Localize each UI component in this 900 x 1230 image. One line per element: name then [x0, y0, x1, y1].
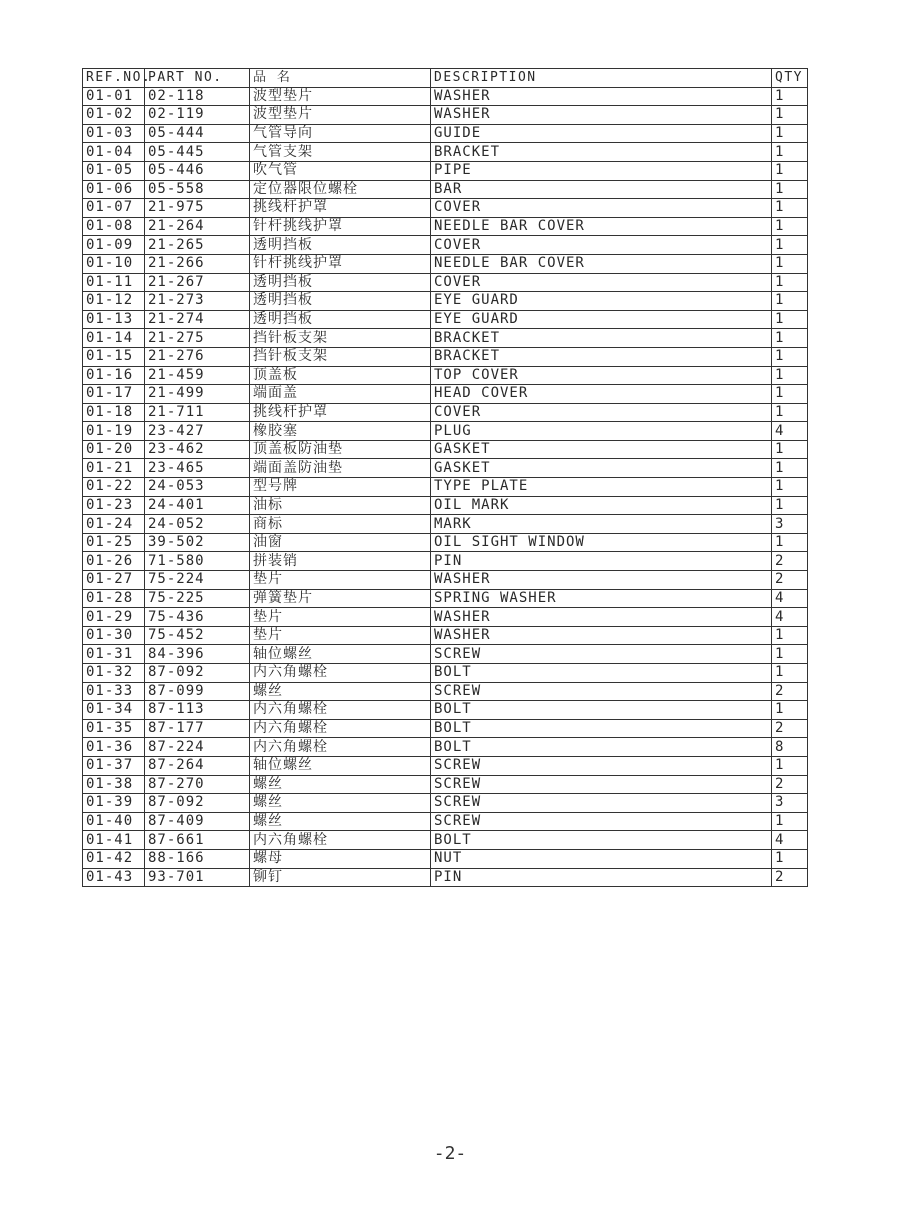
ref-no-cell: 01-27 — [83, 571, 145, 590]
part-name-cn-cell: 螺丝 — [250, 794, 431, 813]
part-no-cell: 21-499 — [145, 385, 250, 404]
qty-cell: 1 — [772, 143, 808, 162]
description-cell: BOLT — [431, 738, 772, 757]
description-cell: BAR — [431, 180, 772, 199]
ref-no-cell: 01-31 — [83, 645, 145, 664]
description-cell: TOP COVER — [431, 366, 772, 385]
ref-no-cell: 01-01 — [83, 87, 145, 106]
description-cell: BRACKET — [431, 347, 772, 366]
part-name-cn-cell: 透明挡板 — [250, 273, 431, 292]
part-name-cn-cell: 拼装销 — [250, 552, 431, 571]
description-cell: WASHER — [431, 87, 772, 106]
ref-no-cell: 01-07 — [83, 199, 145, 218]
description-cell: OIL SIGHT WINDOW — [431, 533, 772, 552]
ref-no-cell: 01-36 — [83, 738, 145, 757]
description-cell: BRACKET — [431, 329, 772, 348]
ref-no-cell: 01-15 — [83, 347, 145, 366]
part-name-cn-cell: 橡胶塞 — [250, 422, 431, 441]
ref-no-cell: 01-42 — [83, 849, 145, 868]
qty-cell: 1 — [772, 533, 808, 552]
description-cell: WASHER — [431, 571, 772, 590]
description-cell: PLUG — [431, 422, 772, 441]
part-no-cell: 87-270 — [145, 775, 250, 794]
part-no-cell: 24-053 — [145, 478, 250, 497]
description-cell: SCREW — [431, 794, 772, 813]
description-cell: BOLT — [431, 701, 772, 720]
qty-cell: 1 — [772, 812, 808, 831]
qty-cell: 2 — [772, 552, 808, 571]
parts-list-table — [82, 68, 808, 887]
ref-no-cell: 01-26 — [83, 552, 145, 571]
description-cell: NEEDLE BAR COVER — [431, 254, 772, 273]
part-name-cn-cell: 气管导向 — [250, 124, 431, 143]
description-cell: WASHER — [431, 626, 772, 645]
part-name-cn-cell: 波型垫片 — [250, 87, 431, 106]
ref-no-cell: 01-24 — [83, 515, 145, 534]
ref-no-cell: 01-43 — [83, 868, 145, 887]
table-row — [83, 403, 808, 422]
part-no-cell: 21-267 — [145, 273, 250, 292]
description-cell: GASKET — [431, 459, 772, 478]
header-name-cn: 品 名 — [250, 69, 431, 88]
part-no-cell: 21-975 — [145, 199, 250, 218]
table-row — [83, 626, 808, 645]
ref-no-cell: 01-02 — [83, 106, 145, 125]
part-name-cn-cell: 针杆挑线护罩 — [250, 217, 431, 236]
table-row — [83, 385, 808, 404]
table-header-row — [83, 69, 808, 88]
part-no-cell: 21-264 — [145, 217, 250, 236]
part-name-cn-cell: 型号牌 — [250, 478, 431, 497]
ref-no-cell: 01-41 — [83, 831, 145, 850]
part-no-cell: 21-274 — [145, 310, 250, 329]
description-cell: SPRING WASHER — [431, 589, 772, 608]
header-ref-no: REF.NO. — [83, 69, 145, 88]
table-row — [83, 459, 808, 478]
ref-no-cell: 01-14 — [83, 329, 145, 348]
description-cell: WASHER — [431, 106, 772, 125]
part-no-cell: 02-119 — [145, 106, 250, 125]
ref-no-cell: 01-13 — [83, 310, 145, 329]
ref-no-cell: 01-09 — [83, 236, 145, 255]
part-no-cell: 71-580 — [145, 552, 250, 571]
qty-cell: 1 — [772, 459, 808, 478]
description-cell: COVER — [431, 403, 772, 422]
description-cell: PIN — [431, 552, 772, 571]
ref-no-cell: 01-11 — [83, 273, 145, 292]
part-no-cell: 21-266 — [145, 254, 250, 273]
part-no-cell: 87-264 — [145, 756, 250, 775]
description-cell: SCREW — [431, 812, 772, 831]
description-cell: SCREW — [431, 756, 772, 775]
part-no-cell: 21-276 — [145, 347, 250, 366]
part-name-cn-cell: 针杆挑线护罩 — [250, 254, 431, 273]
table-row — [83, 310, 808, 329]
part-name-cn-cell: 吹气管 — [250, 161, 431, 180]
ref-no-cell: 01-16 — [83, 366, 145, 385]
qty-cell: 1 — [772, 329, 808, 348]
qty-cell: 1 — [772, 106, 808, 125]
part-no-cell: 87-177 — [145, 719, 250, 738]
part-name-cn-cell: 油窗 — [250, 533, 431, 552]
description-cell: GASKET — [431, 440, 772, 459]
part-no-cell: 21-711 — [145, 403, 250, 422]
description-cell: EYE GUARD — [431, 292, 772, 311]
qty-cell: 2 — [772, 682, 808, 701]
table-row — [83, 571, 808, 590]
part-no-cell: 23-427 — [145, 422, 250, 441]
part-no-cell: 87-224 — [145, 738, 250, 757]
part-name-cn-cell: 内六角螺栓 — [250, 831, 431, 850]
ref-no-cell: 01-38 — [83, 775, 145, 794]
part-name-cn-cell: 垫片 — [250, 608, 431, 627]
table-row — [83, 199, 808, 218]
table-row — [83, 719, 808, 738]
qty-cell: 1 — [772, 849, 808, 868]
qty-cell: 1 — [772, 496, 808, 515]
part-no-cell: 87-092 — [145, 664, 250, 683]
description-cell: SCREW — [431, 775, 772, 794]
ref-no-cell: 01-23 — [83, 496, 145, 515]
qty-cell: 1 — [772, 701, 808, 720]
ref-no-cell: 01-29 — [83, 608, 145, 627]
part-name-cn-cell: 透明挡板 — [250, 310, 431, 329]
qty-cell: 2 — [772, 571, 808, 590]
part-no-cell: 87-661 — [145, 831, 250, 850]
ref-no-cell: 01-32 — [83, 664, 145, 683]
table-row — [83, 812, 808, 831]
table-row — [83, 756, 808, 775]
ref-no-cell: 01-05 — [83, 161, 145, 180]
description-cell: WASHER — [431, 608, 772, 627]
ref-no-cell: 01-19 — [83, 422, 145, 441]
table-row — [83, 236, 808, 255]
part-name-cn-cell: 螺丝 — [250, 682, 431, 701]
part-no-cell: 75-225 — [145, 589, 250, 608]
description-cell: NEEDLE BAR COVER — [431, 217, 772, 236]
qty-cell: 1 — [772, 292, 808, 311]
part-no-cell: 88-166 — [145, 849, 250, 868]
part-no-cell: 21-459 — [145, 366, 250, 385]
part-name-cn-cell: 波型垫片 — [250, 106, 431, 125]
qty-cell: 4 — [772, 589, 808, 608]
table-row — [83, 589, 808, 608]
table-row — [83, 664, 808, 683]
part-name-cn-cell: 轴位螺丝 — [250, 645, 431, 664]
ref-no-cell: 01-10 — [83, 254, 145, 273]
table-row — [83, 217, 808, 236]
table-row — [83, 292, 808, 311]
description-cell: BRACKET — [431, 143, 772, 162]
table-row — [83, 496, 808, 515]
ref-no-cell: 01-33 — [83, 682, 145, 701]
ref-no-cell: 01-37 — [83, 756, 145, 775]
qty-cell: 1 — [772, 236, 808, 255]
part-no-cell: 05-558 — [145, 180, 250, 199]
qty-cell: 1 — [772, 347, 808, 366]
part-no-cell: 75-452 — [145, 626, 250, 645]
table-row — [83, 478, 808, 497]
part-no-cell: 23-465 — [145, 459, 250, 478]
ref-no-cell: 01-20 — [83, 440, 145, 459]
qty-cell: 1 — [772, 478, 808, 497]
qty-cell: 1 — [772, 180, 808, 199]
description-cell: COVER — [431, 236, 772, 255]
table-row — [83, 682, 808, 701]
part-no-cell: 23-462 — [145, 440, 250, 459]
qty-cell: 1 — [772, 87, 808, 106]
qty-cell: 1 — [772, 161, 808, 180]
table-row — [83, 701, 808, 720]
table-row — [83, 347, 808, 366]
ref-no-cell: 01-30 — [83, 626, 145, 645]
qty-cell: 4 — [772, 831, 808, 850]
part-name-cn-cell: 螺丝 — [250, 775, 431, 794]
table-row — [83, 329, 808, 348]
qty-cell: 1 — [772, 403, 808, 422]
qty-cell: 1 — [772, 756, 808, 775]
description-cell: BOLT — [431, 664, 772, 683]
ref-no-cell: 01-34 — [83, 701, 145, 720]
qty-cell: 1 — [772, 217, 808, 236]
part-no-cell: 21-265 — [145, 236, 250, 255]
part-name-cn-cell: 内六角螺栓 — [250, 719, 431, 738]
table-row — [83, 161, 808, 180]
part-no-cell: 87-099 — [145, 682, 250, 701]
table-row — [83, 868, 808, 887]
qty-cell: 1 — [772, 124, 808, 143]
table-row — [83, 645, 808, 664]
table-row — [83, 738, 808, 757]
description-cell: NUT — [431, 849, 772, 868]
table-row — [83, 608, 808, 627]
header-part-no: PART NO. — [145, 69, 250, 88]
part-name-cn-cell: 挡针板支架 — [250, 347, 431, 366]
description-cell: TYPE PLATE — [431, 478, 772, 497]
part-name-cn-cell: 定位器限位螺栓 — [250, 180, 431, 199]
qty-cell: 4 — [772, 608, 808, 627]
part-name-cn-cell: 挑线杆护罩 — [250, 403, 431, 422]
ref-no-cell: 01-17 — [83, 385, 145, 404]
qty-cell: 3 — [772, 794, 808, 813]
part-name-cn-cell: 铆钉 — [250, 868, 431, 887]
qty-cell: 3 — [772, 515, 808, 534]
description-cell: BOLT — [431, 831, 772, 850]
description-cell: PIPE — [431, 161, 772, 180]
table-row — [83, 533, 808, 552]
qty-cell: 1 — [772, 273, 808, 292]
part-name-cn-cell: 螺丝 — [250, 812, 431, 831]
ref-no-cell: 01-21 — [83, 459, 145, 478]
part-name-cn-cell: 端面盖 — [250, 385, 431, 404]
table-row — [83, 775, 808, 794]
qty-cell: 1 — [772, 366, 808, 385]
part-no-cell: 05-445 — [145, 143, 250, 162]
table-row — [83, 422, 808, 441]
qty-cell: 1 — [772, 385, 808, 404]
part-name-cn-cell: 透明挡板 — [250, 236, 431, 255]
table-row — [83, 366, 808, 385]
table-row — [83, 180, 808, 199]
qty-cell: 1 — [772, 254, 808, 273]
part-no-cell: 87-409 — [145, 812, 250, 831]
part-name-cn-cell: 透明挡板 — [250, 292, 431, 311]
description-cell: GUIDE — [431, 124, 772, 143]
table-row — [83, 254, 808, 273]
part-no-cell: 24-052 — [145, 515, 250, 534]
part-name-cn-cell: 油标 — [250, 496, 431, 515]
table-row — [83, 552, 808, 571]
qty-cell: 1 — [772, 310, 808, 329]
part-no-cell: 75-436 — [145, 608, 250, 627]
table-row — [83, 849, 808, 868]
part-name-cn-cell: 垫片 — [250, 626, 431, 645]
description-cell: COVER — [431, 199, 772, 218]
qty-cell: 2 — [772, 775, 808, 794]
table-row — [83, 831, 808, 850]
part-no-cell: 75-224 — [145, 571, 250, 590]
qty-cell: 1 — [772, 199, 808, 218]
part-name-cn-cell: 商标 — [250, 515, 431, 534]
part-name-cn-cell: 内六角螺栓 — [250, 701, 431, 720]
ref-no-cell: 01-22 — [83, 478, 145, 497]
part-name-cn-cell: 顶盖板防油垫 — [250, 440, 431, 459]
description-cell: SCREW — [431, 645, 772, 664]
part-no-cell: 05-446 — [145, 161, 250, 180]
qty-cell: 1 — [772, 645, 808, 664]
ref-no-cell: 01-25 — [83, 533, 145, 552]
part-name-cn-cell: 内六角螺栓 — [250, 738, 431, 757]
part-no-cell: 21-275 — [145, 329, 250, 348]
part-no-cell: 93-701 — [145, 868, 250, 887]
table-row — [83, 106, 808, 125]
qty-cell: 1 — [772, 664, 808, 683]
description-cell: PIN — [431, 868, 772, 887]
qty-cell: 1 — [772, 440, 808, 459]
ref-no-cell: 01-03 — [83, 124, 145, 143]
part-name-cn-cell: 弹簧垫片 — [250, 589, 431, 608]
qty-cell: 2 — [772, 868, 808, 887]
part-name-cn-cell: 螺母 — [250, 849, 431, 868]
qty-cell: 4 — [772, 422, 808, 441]
part-no-cell: 84-396 — [145, 645, 250, 664]
description-cell: HEAD COVER — [431, 385, 772, 404]
part-no-cell: 21-273 — [145, 292, 250, 311]
part-name-cn-cell: 内六角螺栓 — [250, 664, 431, 683]
table-row — [83, 124, 808, 143]
part-name-cn-cell: 顶盖板 — [250, 366, 431, 385]
table-row — [83, 794, 808, 813]
qty-cell: 1 — [772, 626, 808, 645]
header-description: DESCRIPTION — [431, 69, 772, 88]
description-cell: COVER — [431, 273, 772, 292]
ref-no-cell: 01-04 — [83, 143, 145, 162]
description-cell: MARK — [431, 515, 772, 534]
table-row — [83, 440, 808, 459]
ref-no-cell: 01-35 — [83, 719, 145, 738]
part-name-cn-cell: 挡针板支架 — [250, 329, 431, 348]
part-no-cell: 05-444 — [145, 124, 250, 143]
part-no-cell: 02-118 — [145, 87, 250, 106]
table-row — [83, 273, 808, 292]
description-cell: BOLT — [431, 719, 772, 738]
page-number: -2- — [433, 1143, 467, 1164]
part-name-cn-cell: 挑线杆护罩 — [250, 199, 431, 218]
part-no-cell: 87-092 — [145, 794, 250, 813]
ref-no-cell: 01-08 — [83, 217, 145, 236]
part-no-cell: 24-401 — [145, 496, 250, 515]
parts-list-body — [83, 87, 808, 887]
qty-cell: 8 — [772, 738, 808, 757]
part-name-cn-cell: 气管支架 — [250, 143, 431, 162]
ref-no-cell: 01-12 — [83, 292, 145, 311]
part-name-cn-cell: 垫片 — [250, 571, 431, 590]
qty-cell: 2 — [772, 719, 808, 738]
part-no-cell: 87-113 — [145, 701, 250, 720]
table-row — [83, 143, 808, 162]
part-no-cell: 39-502 — [145, 533, 250, 552]
ref-no-cell: 01-28 — [83, 589, 145, 608]
table-row — [83, 515, 808, 534]
ref-no-cell: 01-40 — [83, 812, 145, 831]
table-row — [83, 87, 808, 106]
description-cell: SCREW — [431, 682, 772, 701]
ref-no-cell: 01-18 — [83, 403, 145, 422]
header-qty: QTY — [772, 69, 808, 88]
part-name-cn-cell: 端面盖防油垫 — [250, 459, 431, 478]
ref-no-cell: 01-06 — [83, 180, 145, 199]
description-cell: EYE GUARD — [431, 310, 772, 329]
description-cell: OIL MARK — [431, 496, 772, 515]
part-name-cn-cell: 轴位螺丝 — [250, 756, 431, 775]
ref-no-cell: 01-39 — [83, 794, 145, 813]
